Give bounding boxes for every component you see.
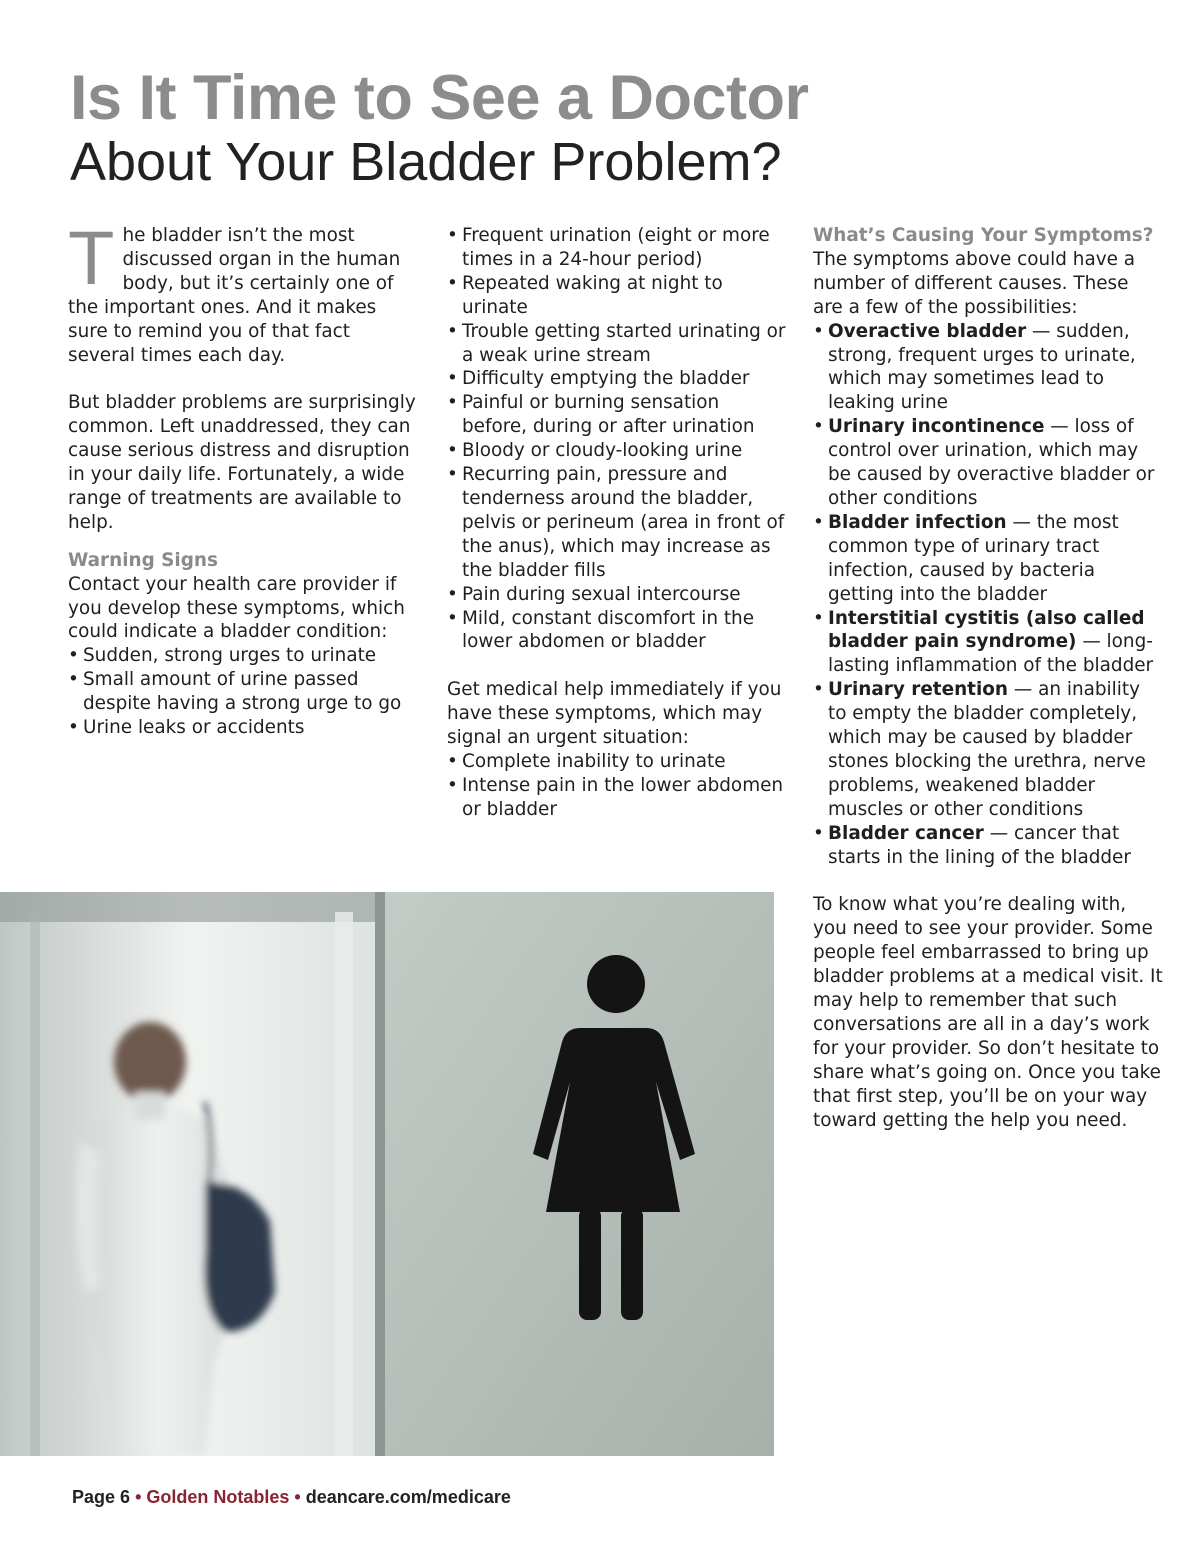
separator: • — [135, 1487, 142, 1507]
list-item: • Bloody or cloudy-looking urine — [447, 439, 787, 463]
list-item: • Sudden, strong urges to urinate — [68, 644, 418, 668]
list-item — [813, 511, 1163, 607]
list-item: • Small amount of urine passed despite having a strong urge to go — [68, 668, 418, 716]
page-number: Page 6 — [72, 1487, 131, 1507]
list-item: • Complete inability to urinate — [447, 750, 787, 774]
page-subtitle: About Your Bladder Problem? — [70, 132, 782, 192]
column-3 — [813, 224, 1163, 1132]
list-item — [813, 320, 1163, 416]
list-item: • Frequent urination (eight or more times in a 24-hour period) — [447, 224, 787, 272]
list-item: • Intense pain in the lower abdomen or bladder — [447, 774, 787, 822]
cause-term: Bladder cancer — [828, 822, 984, 844]
closing-paragraph: To know what you’re dealing with, you need to see your provider. Some people feel embarrassed to bring up bladder problems at a medical visit. It may help to remember that such conversations are all in a day’s work for your provider. So don’t hesitate to share what’s going on. Once you take that first step, you’ll be on your way toward getting the help you need. — [813, 894, 1163, 1131]
cause-term: Urinary incontinence — [828, 416, 1045, 438]
warning-signs-text: Contact your health care provider if you develop these symptoms, which could indicate a bladder condition: — [68, 573, 405, 643]
page-title: Is It Time to See a Doctor — [70, 63, 809, 133]
column-2 — [447, 224, 787, 822]
list-item: • Urine leaks or accidents — [68, 716, 418, 740]
column-1 — [68, 216, 418, 740]
list-item: • Recurring pain, pressure and tenderness around the bladder, pelvis or perineum (area in front of the anus), which may increase as the bladder fills — [447, 463, 787, 583]
cause-description: — sudden, strong, frequent urges to urinate, which may sometimes lead to leaking urine — [828, 320, 1136, 414]
list-item — [813, 678, 1163, 821]
intro-paragraph-1 — [68, 216, 418, 367]
website-url: deancare.com/medicare — [305, 1487, 511, 1507]
cause-term: Overactive bladder — [828, 320, 1027, 342]
list-item — [813, 822, 1163, 870]
separator: • — [294, 1487, 301, 1507]
causes-text: The symptoms above could have a number of different causes. These are a few of the possibilities: — [813, 248, 1136, 318]
warning-signs-list — [68, 644, 418, 740]
warning-signs-heading: Warning Signs — [68, 549, 218, 571]
list-item: • Repeated waking at night to urinate — [447, 272, 787, 320]
list-item: • Pain during sexual intercourse — [447, 583, 787, 607]
cause-term: Bladder infection — [828, 511, 1007, 533]
restroom-photo — [0, 892, 774, 1456]
cause-description: — cancer that starts in the lining of the bladder — [828, 822, 1131, 868]
cause-description: — the most common type of urinary tract infection, caused by bacteria getting into the bladder — [828, 511, 1119, 605]
list-item — [813, 415, 1163, 511]
cause-term: Interstitial cystitis (also called bladder pain syndrome) — [828, 607, 1145, 653]
drop-cap: T — [68, 216, 115, 301]
causes-heading: What’s Causing Your Symptoms? — [813, 225, 1154, 246]
list-item — [813, 607, 1163, 679]
cause-description: — long-lasting inflammation of the bladder — [828, 631, 1154, 677]
urgent-text: Get medical help immediately if you have these symptoms, which may signal an urgent situation: — [447, 679, 782, 749]
list-item: • Painful or burning sensation before, during or after urination — [447, 391, 787, 439]
list-item: • Difficulty emptying the bladder — [447, 367, 787, 391]
list-item: • Trouble getting started urinating or a weak urine stream — [447, 320, 787, 368]
publication-name: Golden Notables — [146, 1487, 290, 1507]
list-item: • Mild, constant discomfort in the lower abdomen or bladder — [447, 607, 787, 655]
intro-paragraph-2: But bladder problems are surprisingly common. Left unaddressed, they can cause serious distress and disruption in your daily life. Fortunately, a wide range of treatments are available to help. — [68, 392, 416, 533]
urgent-list — [447, 750, 787, 822]
causes-list — [813, 320, 1163, 870]
intro-paragraph-1-text: he bladder isn’t the most discussed organ in the human body, but it’s certainly one of the important ones. And it makes sure to remind you of that fact several times each day. — [68, 225, 401, 366]
cause-term: Urinary retention — [828, 679, 1008, 701]
warning-signs-list-continued — [447, 224, 787, 654]
cause-description: — an inability to empty the bladder completely, which may be caused by bladder stones blocking the urethra, nerve problems, weakened bladder muscles or other conditions — [828, 679, 1146, 820]
page-footer — [72, 1486, 511, 1508]
cause-description: — loss of control over urination, which may be caused by overactive bladder or other conditions — [828, 416, 1155, 509]
